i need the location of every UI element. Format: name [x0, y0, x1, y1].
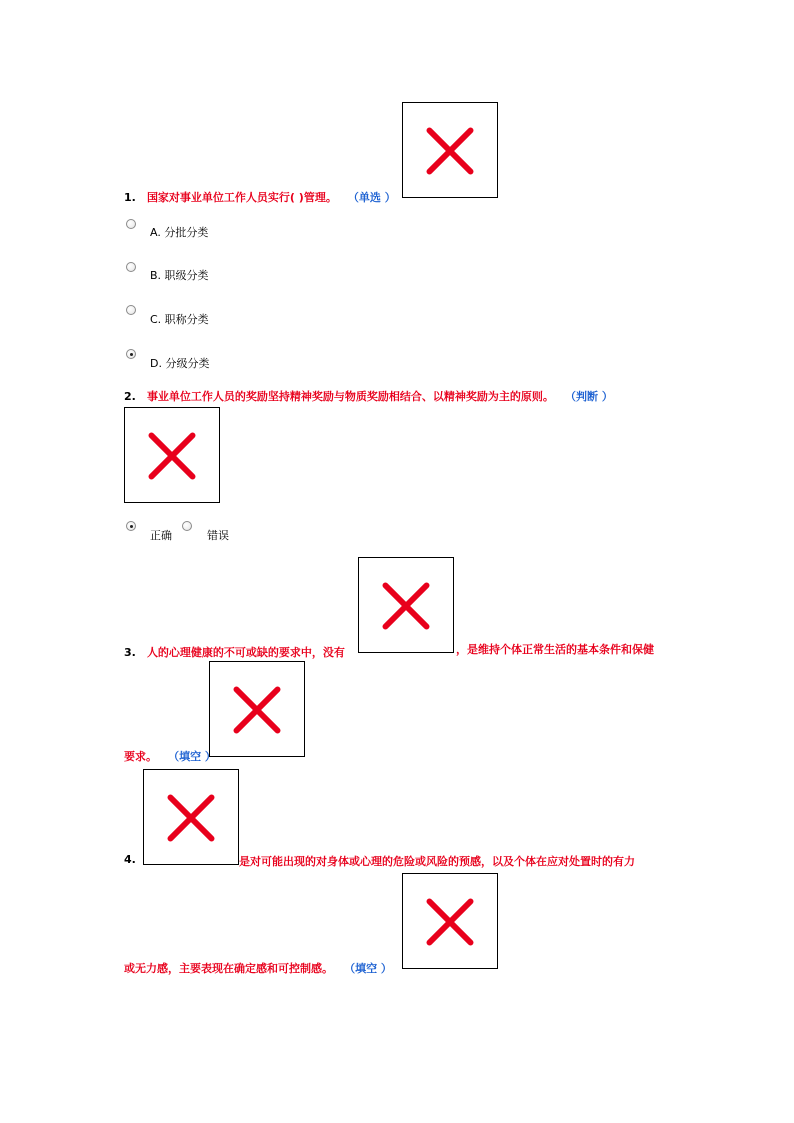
question-number: 4.: [124, 853, 136, 866]
question-type: （填空 ）: [344, 962, 392, 975]
option-a-label[interactable]: A. 分批分类: [150, 226, 209, 239]
question-text: 事业单位工作人员的奖励坚持精神奖励与物质奖励相结合、以精神奖励为主的原则。: [146, 390, 554, 403]
option-b-label[interactable]: B. 职级分类: [150, 269, 209, 282]
broken-image-x-icon: [359, 558, 453, 652]
question-1-line: [124, 186, 396, 205]
option-false-radio[interactable]: [182, 521, 192, 531]
broken-image-x-icon: [125, 408, 219, 502]
question-text: 人的心理健康的不可或缺的要求中，没有: [146, 646, 345, 659]
question-text-continued: ，是维持个体正常生活的基本条件和保健: [456, 643, 654, 656]
option-c-label[interactable]: C. 职称分类: [150, 313, 209, 326]
option-d-radio[interactable]: [126, 349, 136, 359]
option-c-radio[interactable]: [126, 305, 136, 315]
broken-image: [358, 557, 454, 653]
option-true-label[interactable]: 正确: [150, 529, 172, 542]
option-a-radio[interactable]: [126, 219, 136, 229]
broken-image: [402, 873, 498, 969]
question-3-line-end: [124, 745, 216, 764]
option-false-label[interactable]: 错误: [207, 529, 229, 542]
broken-image: [402, 102, 498, 198]
option-d-label[interactable]: D. 分级分类: [150, 357, 210, 370]
broken-image-x-icon: [403, 103, 497, 197]
broken-image: [124, 407, 220, 503]
broken-image-x-icon: [403, 874, 497, 968]
question-type: （单选 ）: [347, 191, 396, 204]
question-number: 1.: [124, 191, 136, 204]
option-true-radio[interactable]: [126, 521, 136, 531]
broken-image: [143, 769, 239, 865]
question-text-line2: 或无力感，主要表现在确定感和可控制感。: [124, 962, 333, 975]
question-text-line2: 要求。: [124, 750, 157, 763]
question-number: 2.: [124, 390, 136, 403]
question-2-line: [124, 385, 613, 404]
broken-image-x-icon: [144, 770, 238, 864]
question-text: 国家对事业单位工作人员实行( )管理。: [146, 191, 337, 204]
question-3-line-start: [124, 641, 345, 660]
question-4-line-end: [124, 957, 392, 976]
broken-image-x-icon: [210, 662, 304, 756]
option-b-radio[interactable]: [126, 262, 136, 272]
broken-image: [209, 661, 305, 757]
question-number: 3.: [124, 646, 136, 659]
question-text: 是对可能出现的对身体或心理的危险或风险的预感，以及个体在应对处置时的有力: [239, 855, 635, 868]
question-type: （判断 ）: [565, 390, 613, 403]
question-type: （填空 ）: [168, 750, 216, 763]
